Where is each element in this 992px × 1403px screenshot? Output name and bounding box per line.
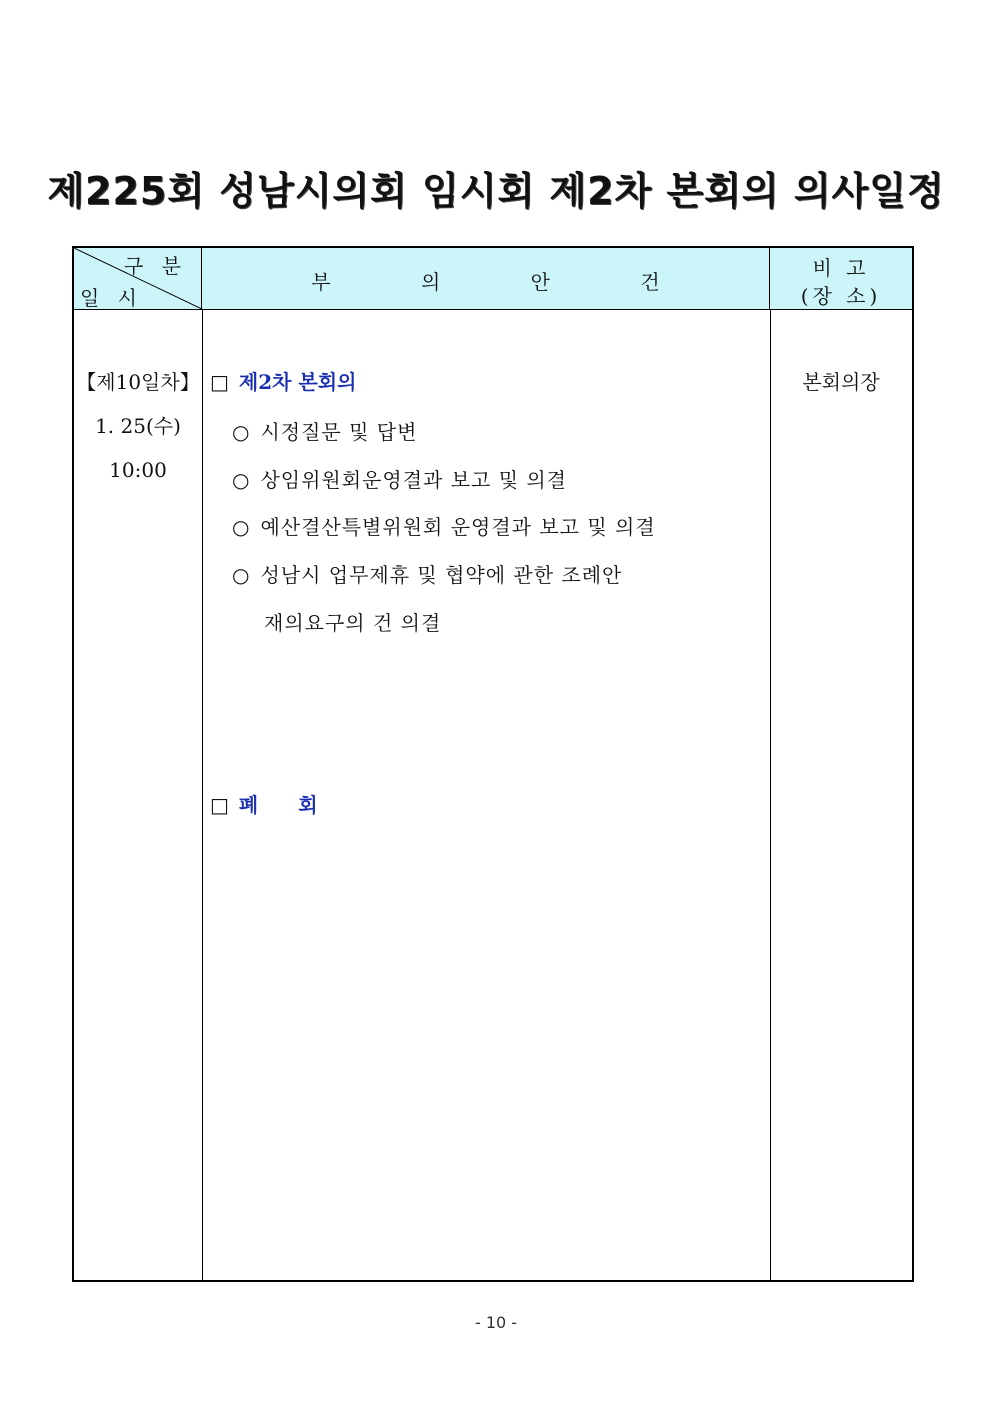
session-day: 【제10일차】 <box>76 370 200 394</box>
header-datetime: 일 시 <box>80 286 143 310</box>
section-adjourn: □ 폐 회 <box>210 793 318 817</box>
agenda-table <box>72 246 914 1282</box>
circle-bullet-icon: ○ <box>232 420 251 444</box>
column-divider <box>770 310 771 1280</box>
checkbox-square-icon: □ <box>210 793 229 817</box>
location-value: 본회의장 <box>802 370 880 394</box>
section-plenary <box>210 366 356 395</box>
session-date: 1. 25(수) <box>95 414 181 438</box>
checkbox-square-icon: □ <box>210 370 229 394</box>
agenda-item: ○ 상임위원회운영결과 보고 및 의결 <box>232 468 568 492</box>
circle-bullet-icon: ○ <box>232 563 251 587</box>
circle-bullet-icon: ○ <box>232 468 251 492</box>
header-date-cell <box>74 248 202 310</box>
page-number: - 10 - <box>474 1313 518 1332</box>
header-location-label: (장 소) <box>800 284 882 308</box>
header-category: 구 분 <box>124 254 187 278</box>
header-note-label: 비 고 <box>812 256 870 280</box>
date-column <box>74 366 202 498</box>
header-agenda-cell <box>202 248 770 310</box>
agenda-item: ○ 성남시 업무제휴 및 협약에 관한 조례안 <box>232 563 623 587</box>
session-time: 10:00 <box>109 458 167 482</box>
agenda-item: ○ 시정질문 및 답변 <box>232 420 418 444</box>
section-title: 제2차 본회의 <box>238 370 357 394</box>
agenda-item: ○ 예산결산특별위원회 운영결과 보고 및 의결 <box>232 515 656 539</box>
header-agenda-label: 부 의 안 건 <box>311 270 660 294</box>
circle-bullet-icon: ○ <box>232 515 251 539</box>
column-divider <box>202 310 203 1280</box>
agenda-item-continuation: 재의요구의 건 의결 <box>264 611 442 635</box>
header-note-cell <box>770 248 912 310</box>
page-title: 제225회 성남시의회 임시회 제2차 본회의 의사일정 <box>47 169 945 213</box>
